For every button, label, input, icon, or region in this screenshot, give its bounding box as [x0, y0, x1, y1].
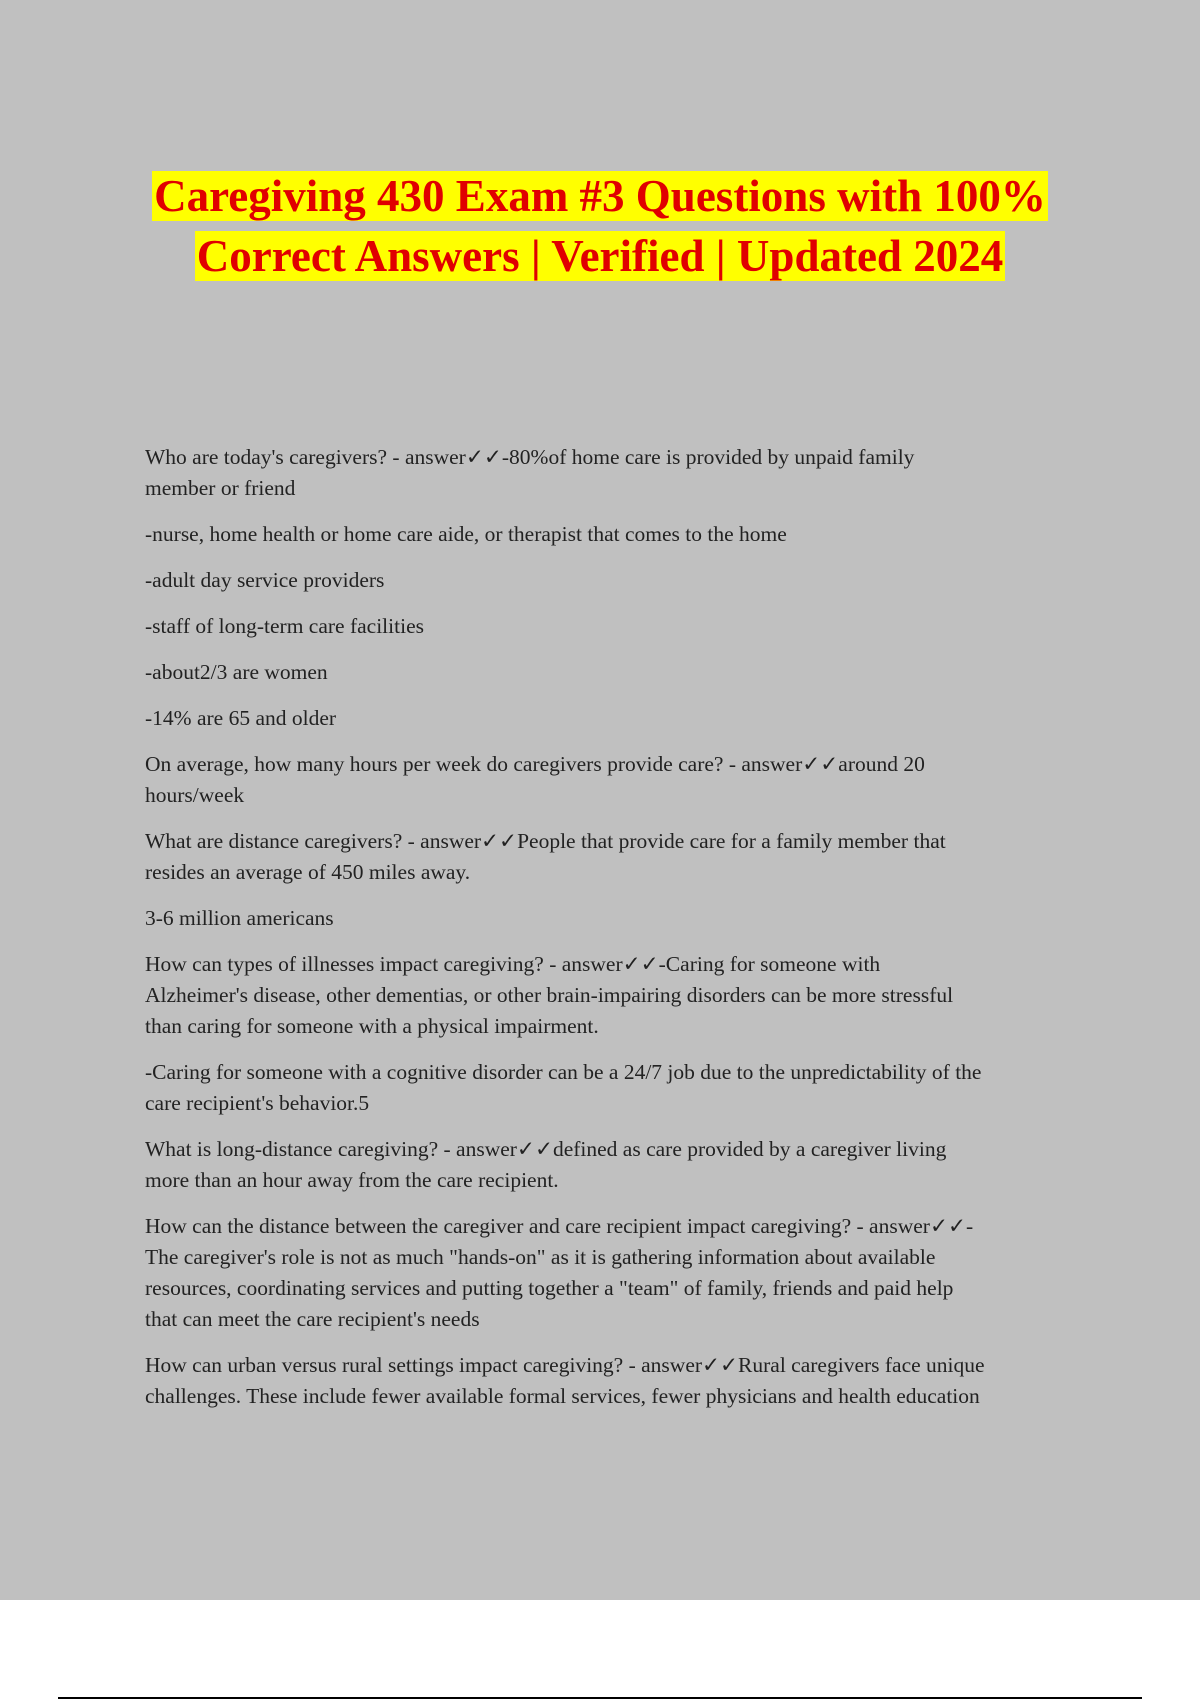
- paragraph: -adult day service providers: [145, 568, 385, 592]
- document-title: [100, 166, 1100, 286]
- paragraph: How can types of illnesses impact caregiving? - answer✓✓-Caring for someone with Alzheimer's disease, other dementias, or other brain-impairing disorders can be more stressful than caring for someone with a physical impairment.: [145, 952, 954, 1038]
- paragraph: Who are today's caregivers? - answer✓✓-80%of home care is provided by unpaid family member or friend: [145, 445, 915, 500]
- paragraph: 3-6 million americans: [145, 906, 334, 930]
- paragraph: What is long-distance caregiving? - answer✓✓defined as care provided by a caregiver living more than an hour away from the care recipient.: [145, 1137, 947, 1192]
- paragraph: -Caring for someone with a cognitive disorder can be a 24/7 job due to the unpredictability of the care recipient's behavior.5: [145, 1060, 982, 1115]
- page-divider: [58, 1697, 1142, 1699]
- paragraph: How can urban versus rural settings impact caregiving? - answer✓✓Rural caregivers face unique challenges. These include fewer available formal services, fewer physicians and health education: [145, 1353, 985, 1408]
- paragraph: How can the distance between the caregiver and care recipient impact caregiving? - answer✓✓- The caregiver's role is not as much "hands-on" as it is gathering information about available resources, coordinating services and putting together a "team" of family, friends and paid help that can meet the care recipient's needs: [145, 1214, 974, 1331]
- paragraph: -about2/3 are women: [145, 660, 328, 684]
- paragraph: -14% are 65 and older: [145, 706, 337, 730]
- paragraph: -nurse, home health or home care aide, or therapist that comes to the home: [145, 522, 787, 546]
- paragraph: -staff of long-term care facilities: [145, 614, 424, 638]
- paragraph: What are distance caregivers? - answer✓✓People that provide care for a family member that resides an average of 450 miles away.: [145, 829, 946, 884]
- document-title-text: Caregiving 430 Exam #3 Questions with 100% Correct Answers | Verified | Updated 2024: [154, 171, 1046, 281]
- document-body: [145, 442, 1095, 1427]
- paragraph: On average, how many hours per week do caregivers provide care? - answer✓✓around 20 hours/week: [145, 752, 925, 807]
